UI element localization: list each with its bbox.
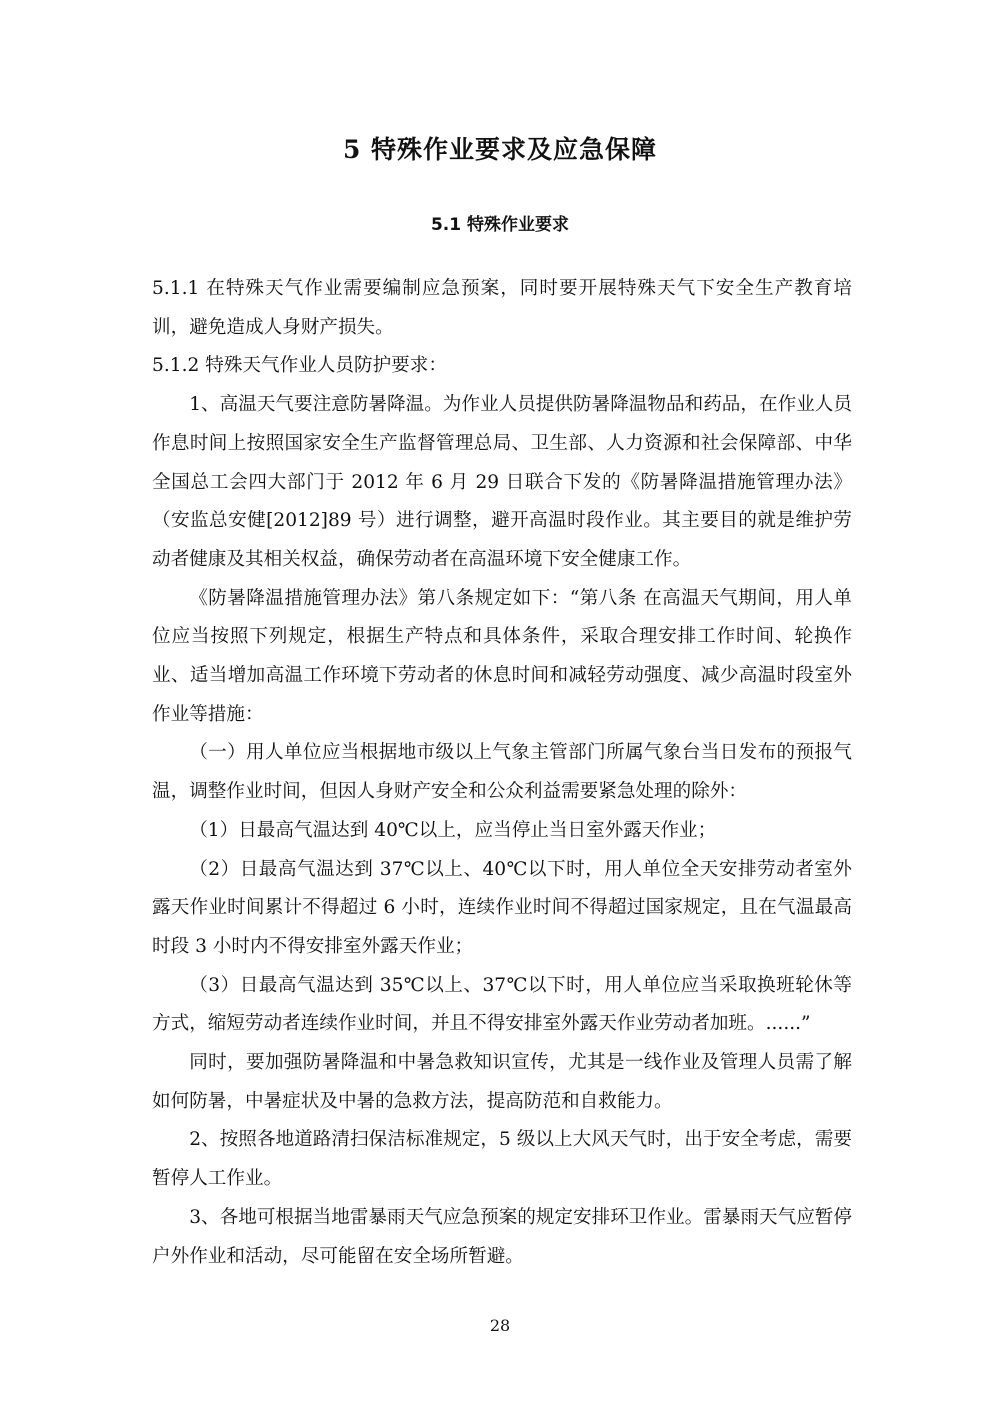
paragraph-item-2: （2）日最高气温达到 37℃以上、40℃以下时，用人单位全天安排劳动者室外露天作业时间累计不得超过 6 小时，连续作业时间不得超过国家规定，且在气温最高时段 3 小时内不得安排室外露天作业； xyxy=(152,858,852,957)
paragraph-5-1-1: 5.1.1 在特殊天气作业需要编制应急预案，同时要开展特殊天气下安全生产教育培训，避免造成人身财产损失。 xyxy=(152,278,852,338)
paragraph-high-temperature: 1、高温天气要注意防暑降温。为作业人员提供防暑降温物品和药品，在作业人员作息时间上按照国家安全生产监督管理总局、卫生部、人力资源和社会保障部、中华全国总工会四大部门于 2012 年 6 月 29 日联合下发的《防暑降温措施管理办法》（安监总安健[2012]89 号）进行调整，避开高温时段作业。其主要目的就是维护劳动者健康及其相关权益，确保劳动者在高温环境下安全健康工作。 xyxy=(152,394,852,570)
paragraph-item-1: （1）日最高气温达到 40℃以上，应当停止当日室外露天作业； xyxy=(189,819,717,841)
paragraph-heatstroke-education: 同时，要加强防暑降温和中暑急救知识宣传，尤其是一线作业及管理人员需了解如何防暑，中暑症状及中暑的急救方法，提高防范和自救能力。 xyxy=(152,1052,852,1112)
page-number: 28 xyxy=(489,1316,511,1335)
section-title: 5.1 特殊作业要求 xyxy=(430,215,570,235)
paragraph-5-1-2: 5.1.2 特殊天气作业人员防护要求： xyxy=(152,355,447,377)
paragraph-article-eight: 《防暑降温措施管理办法》第八条规定如下：“第八条 在高温天气期间，用人单位应当按照下列规定，根据生产特点和具体条件，采取合理安排工作时间、轮换作业、适当增加高温工作环境下劳动者的休息时间和减轻劳动强度、减少高温时段室外作业等措施： xyxy=(152,587,852,725)
chapter-title: 5 特殊作业要求及应急保障 xyxy=(342,135,658,164)
paragraph-item-3: （3）日最高气温达到 35℃以上、37℃以下时，用人单位应当采取换班轮休等方式，缩短劳动者连续作业时间，并且不得安排室外露天作业劳动者加班。......” xyxy=(152,974,852,1035)
document-body xyxy=(152,270,852,1276)
paragraph-strong-wind: 2、按照各地道路清扫保洁标准规定，5 级以上大风天气时，出于安全考虑，需要暂停人工作业。 xyxy=(152,1129,852,1190)
paragraph-clause-one: （一）用人单位应当根据地市级以上气象主管部门所属气象台当日发布的预报气温，调整作业时间，但因人身财产安全和公众利益需要紧急处理的除外： xyxy=(152,742,852,803)
paragraph-thunderstorm: 3、各地可根据当地雷暴雨天气应急预案的规定安排环卫作业。雷暴雨天气应暂停户外作业和活动，尽可能留在安全场所暂避。 xyxy=(152,1206,852,1267)
